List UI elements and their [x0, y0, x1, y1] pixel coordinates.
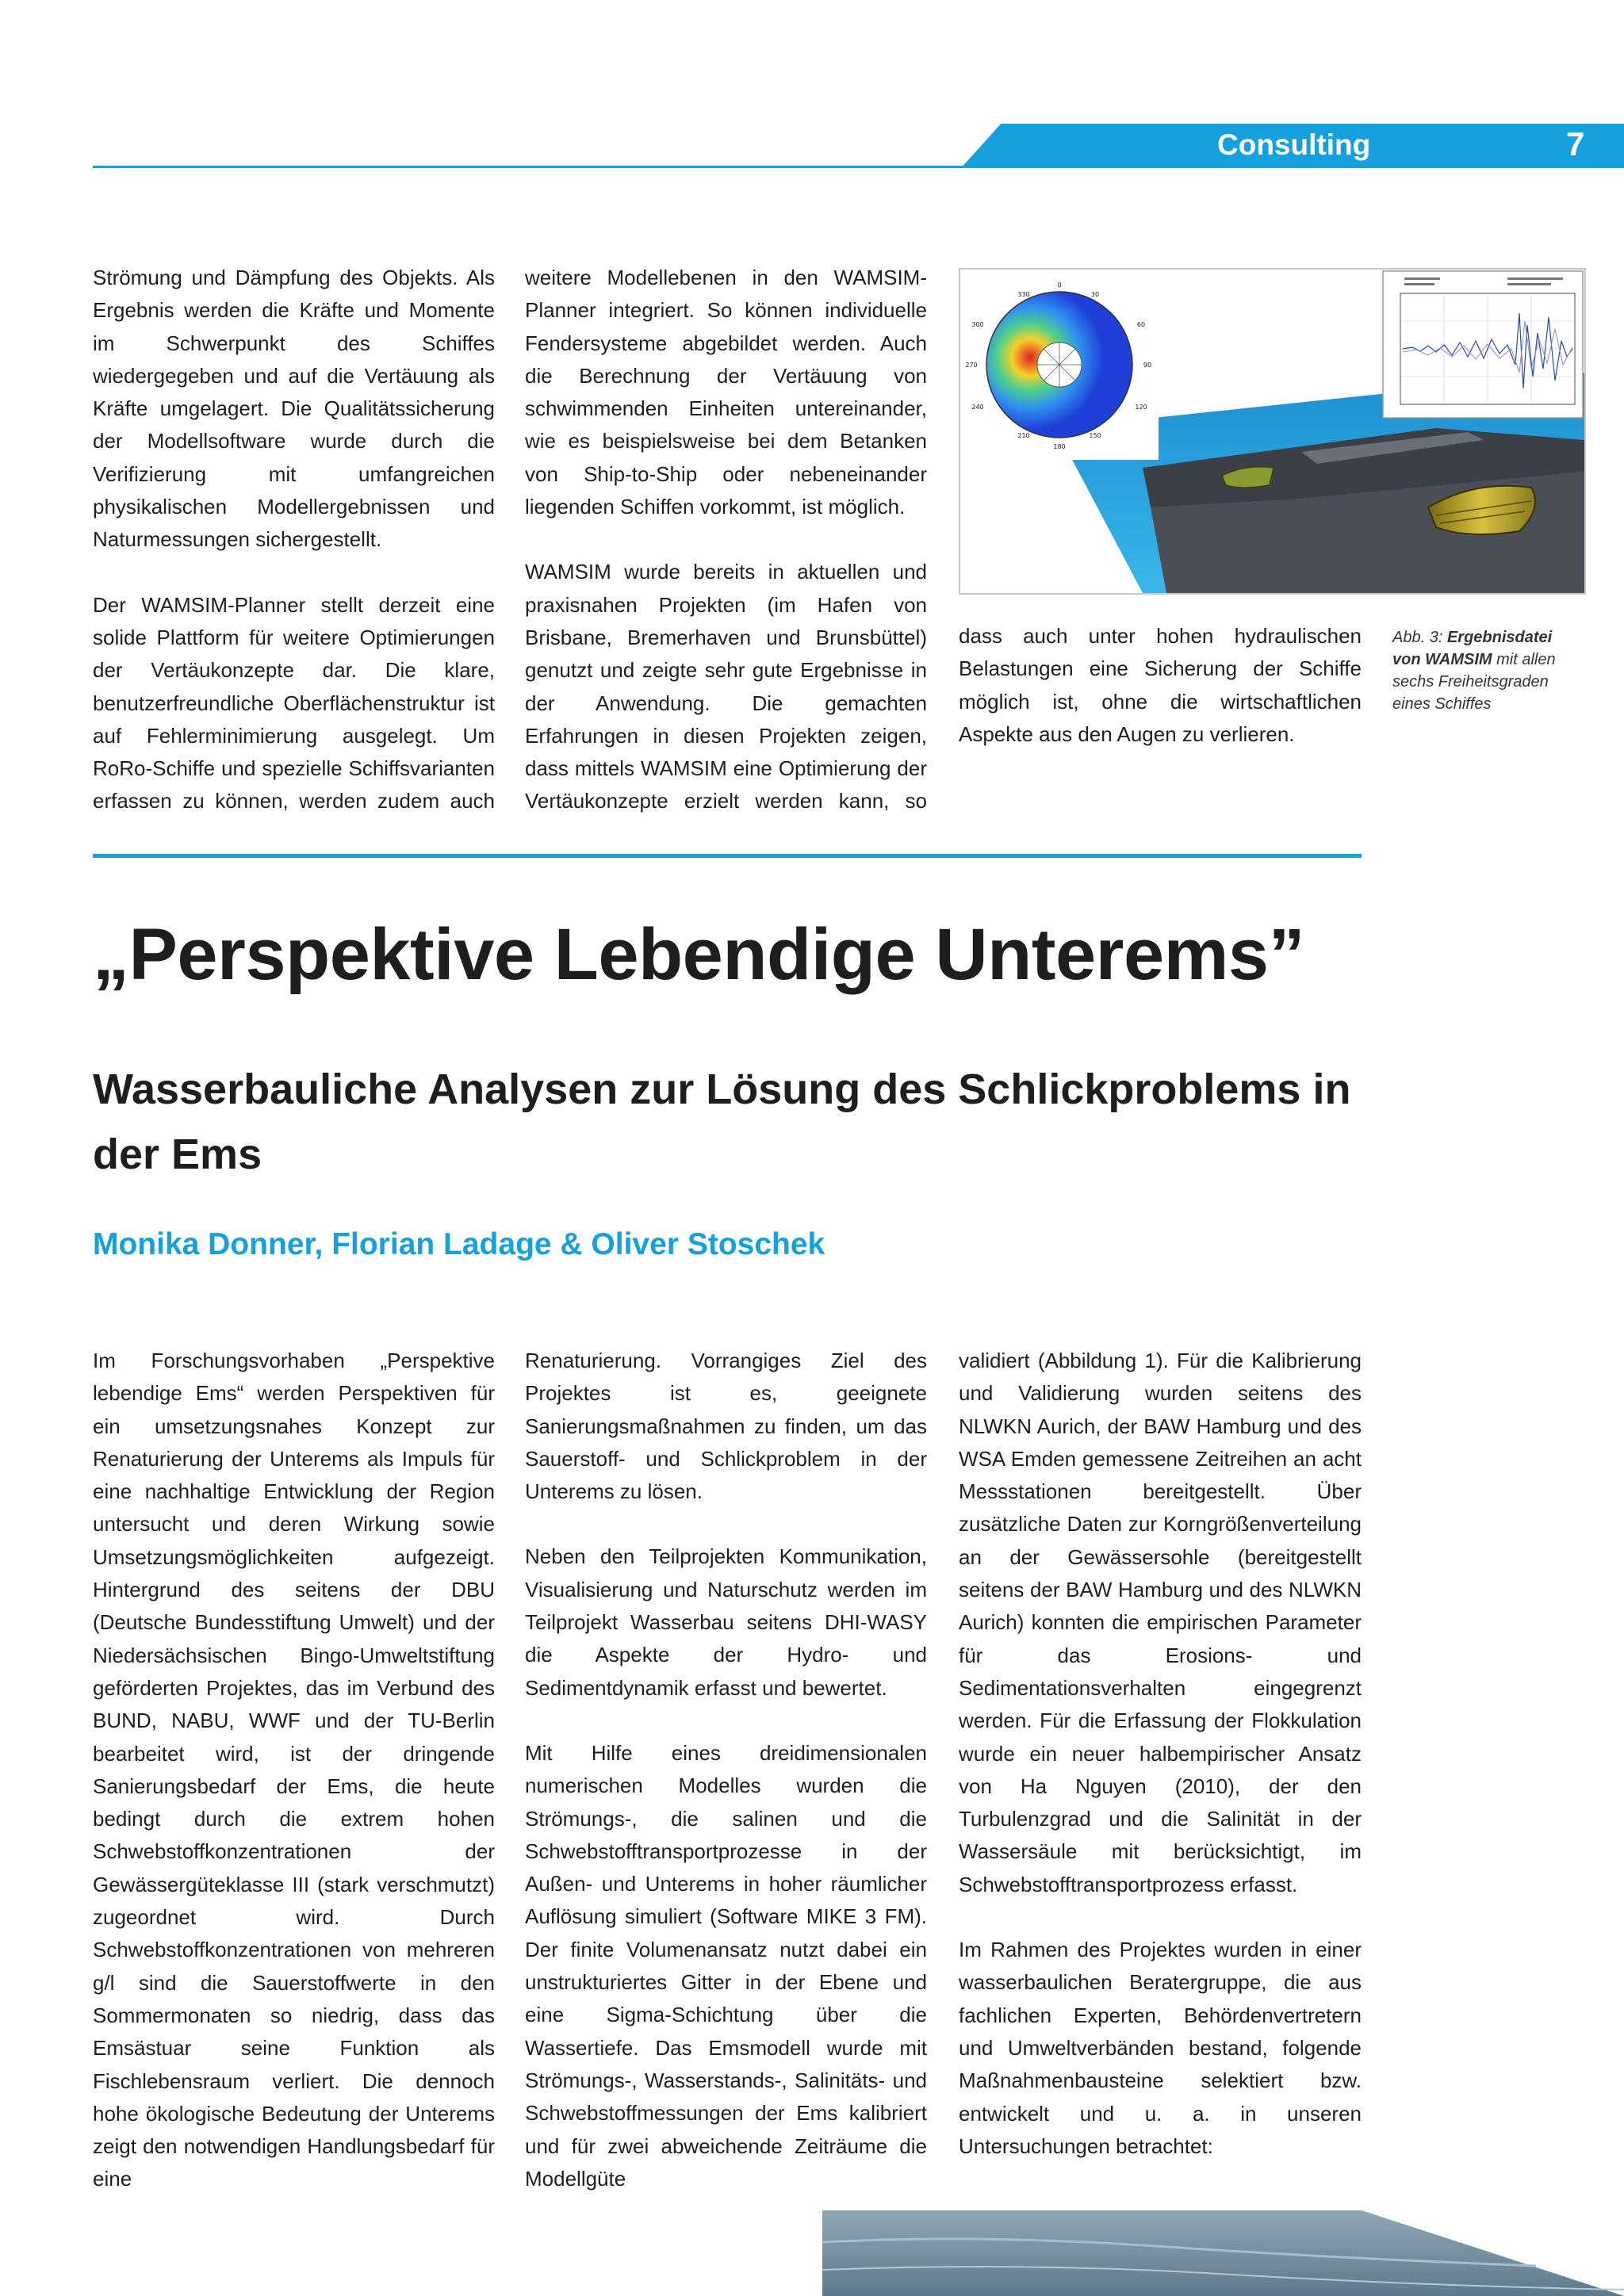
page-number: 7 — [1566, 125, 1585, 163]
paragraph: weitere Modellebenen in den WAMSIM-Planner integriert. So können individuelle Fendersysteme abgebildet werden. Auch die Berechnung der Vertäuung von schwimmenden Einheiten untereinander, wie es beispielsweise bei dem Betanken von Ship-to-Ship oder nebeneinander liegenden Schiffen vorkommt, ist möglich. — [525, 266, 927, 519]
figure-caption — [1392, 626, 1583, 715]
caption-bold: Ergebnisdatei von WAMSIM — [1392, 629, 1553, 668]
paragraph: Neben den Teilprojekten Kommunikation, Visualisierung und Naturschutz werden im Teilprojekt Wasserbau seitens DHI-WASY die Aspekte der Hydro- und Sedimentdynamik erfasst und bewertet. — [525, 1544, 927, 1700]
polar-label-120: 120 — [1135, 404, 1147, 411]
polar-label-330: 330 — [1017, 291, 1030, 298]
upper-column-2 — [525, 262, 927, 818]
polar-label-180: 180 — [1053, 443, 1066, 450]
paragraph: Der WAMSIM-Planner stellt derzeit eine solide Plattform für weitere Optimierungen der Vertäukonzepte dar. Die klare, benutzerfreundliche Oberflächenstruktur ist auf Fehlerminimierung ausgelegt. Um RoRo-Schiffe und spezielle Schiffsvarianten erfassen zu können, werden zudem auch — [93, 592, 495, 813]
upper-column-3 — [959, 620, 1362, 751]
section-label: Consulting — [1217, 128, 1371, 161]
paragraph: Renaturierung. Vorrangiges Ziel des Projektes ist es, geeignete Sanierungsmaßnahmen zu finden, um das Sauerstoff- und Schlickproblem in der Unterems zu lösen. — [525, 1349, 927, 1504]
article-authors: Monika Donner, Florian Ladage & Oliver Stoschek — [93, 1227, 825, 1261]
paragraph: dass auch unter hohen hydraulischen Belastungen eine Sicherung der Schiffe möglich ist, ohne die wirtschaftlichen Aspekte aus den Augen zu verlieren. — [959, 624, 1362, 746]
paragraph: Mit Hilfe eines dreidimensionalen numerischen Modelles wurden die Strömungs-, die salinen und die Schwebstofftransportprozesse in der Außen- und Unterems in hoher räumlicher Auflösung simuliert (Software MIKE 3 FM). Der finite Volumenansatz nutzt dabei ein unstrukturiertes Gitter in der Ebene und eine Sigma-Schichtung über die Wassertiefe. Das Emsmodell wurde mit Strömungs-, Wasserstands-, Salinitäts- und Schwebstoffmessungen der Ems kalibriert und für zwei abweichende Zeiträume die Modellgüte — [525, 1740, 927, 2191]
caption-prefix: Abb. 3: — [1392, 629, 1443, 646]
upper-column-1 — [93, 262, 495, 818]
article-column-1 — [93, 1345, 495, 2196]
article-title: „Perspektive Lebendige Unterems” — [93, 914, 1305, 995]
polar-label-150: 150 — [1089, 432, 1101, 439]
article-column-3 — [959, 1345, 1362, 2163]
polar-label-0: 0 — [1057, 281, 1062, 289]
paragraph: WAMSIM wurde bereits in aktuellen und praxisnahen Projekten (im Hafen von Brisbane, Bremerhaven und Brunsbüttel) genutzt und zeigte sehr gute Ergebnisse in der Anwendung. Die gemachten Erfahrungen in diesen Projekten zeigen, dass mittels WAMSIM eine Optimierung der Vertäukonzepte erzielt werden kann, so — [525, 560, 927, 813]
estuary-photo — [822, 2210, 1624, 2296]
polar-label-210: 210 — [1017, 432, 1030, 439]
polar-label-300: 300 — [971, 321, 984, 328]
paragraph: Im Forschungsvorhaben „Perspektive lebendige Ems“ werden Perspektiven für ein umsetzungsnahes Konzept zur Renaturierung der Unterems als Impuls für eine nachhaltige Entwicklung der Region untersucht und deren Wirkung sowie Umsetzungsmöglichkeiten aufgezeigt. Hintergrund des seitens der DBU (Deutsche Bundesstiftung Umwelt) und der Niedersächsischen Bingo-Umweltstiftung geförderten Projektes, das im Verbund des BUND, NABU, WWF und der TU-Berlin bearbeitet wird, ist der dringende Sanierungsbedarf der Ems, die heute bedingt durch die extrem hohen Schwebstoffkonzentrationen der Gewässergüteklasse III (stark verschmutzt) zugeordnet wird. Durch Schwebstoffkonzentrationen von mehreren g/l sind die Sauerstoffwerte in den Sommermonaten so niedrig, dass das Emsästuar seine Funktion als Fischlebensraum verliert. Die dennoch hohe ökologische Bedeutung der Unterems zeigt den notwendigen Handlungsbedarf für eine — [93, 1349, 495, 2191]
article-subtitle: Wasserbauliche Analysen zur Lösung des Schlickproblems in der Ems — [93, 1066, 1351, 1178]
paragraph: Im Rahmen des Projektes wurden in einer wasserbaulichen Beratergruppe, die aus fachlichen Experten, Behördenvertretern und Umweltverbänden bestand, folgende Maßnahmenbausteine selektiert bzw. entwickelt und u. a. in unseren Untersuchungen betrachtet: — [959, 1938, 1362, 2158]
polar-label-90: 90 — [1143, 362, 1152, 369]
polar-label-270: 270 — [965, 362, 978, 369]
article-separator — [93, 854, 1362, 858]
polar-label-30: 30 — [1090, 291, 1100, 298]
paragraph: validiert (Abbildung 1). Für die Kalibrierung und Validierung wurden seitens des NLWKN Aurich, der BAW Hamburg und des WSA Emden gemessene Zeitreihen an acht Messstationen bereitgestellt. Über zusätzliche Daten zur Korngrößenverteilung an der Gewässersohle (bereitgestellt seitens der BAW Hamburg und des NLWKN Aurich) konnten die empirischen Parameter für das Erosions- und Sedimentationsverhalten eingegrenzt werden. Für die Erfassung der Flokkulation wurde ein neuer halbempirischer Ansatz von Ha Nguyen (2010), der den Turbulenzgrad und die Salinität in der Wassersäule mit berücksichtigt, im Schwebstofftransportprozess erfasst. — [959, 1349, 1362, 1896]
wamsim-result-figure — [959, 268, 1586, 595]
caption-text: mit allen sechs Freiheitsgraden eines Schiffes — [1392, 651, 1556, 713]
wamsim-figure-image — [960, 270, 1584, 593]
paragraph: Strömung und Dämpfung des Objekts. Als Ergebnis werden die Kräfte und Momente im Schwerpunkt des Schiffes wiedergegeben und auf die Vertäuung als Kräfte umgelagert. Die Qualitätssicherung der Modellsoftware wurde durch die Verifizierung mit umfangreichen physikalischen Modellergebnissen und Naturmessungen sichergestellt. — [93, 266, 495, 552]
polar-label-240: 240 — [971, 404, 984, 411]
article-column-2 — [525, 1345, 927, 2195]
polar-label-60: 60 — [1136, 321, 1146, 328]
